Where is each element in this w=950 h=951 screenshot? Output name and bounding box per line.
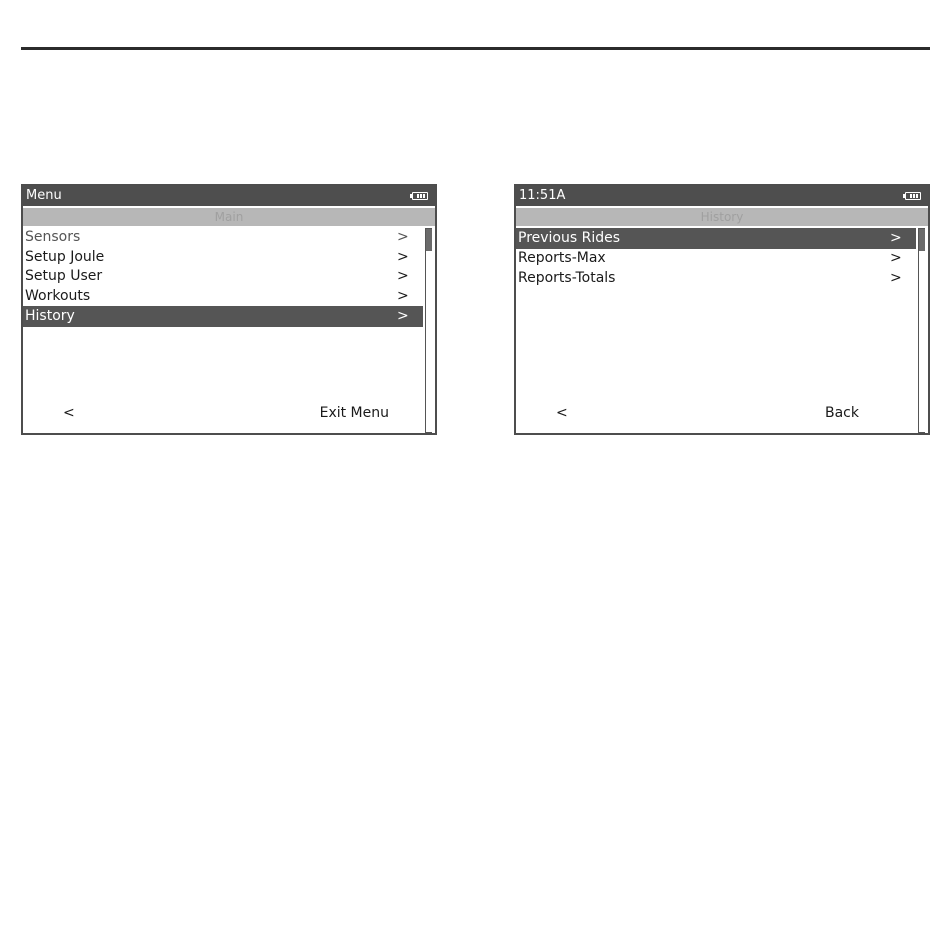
scrollbar[interactable] <box>425 228 432 433</box>
chevron-right-icon: > <box>397 308 409 324</box>
scrollbar[interactable] <box>918 228 925 433</box>
softkey-exit-menu[interactable]: Exit Menu <box>319 405 389 421</box>
title-bar <box>23 186 435 206</box>
scrollbar-thumb[interactable] <box>426 229 432 251</box>
clock-time: 11:51A <box>519 188 566 203</box>
chevron-right-icon: > <box>890 250 902 266</box>
device-screen-main-menu <box>21 184 437 435</box>
chevron-right-icon: > <box>397 248 409 265</box>
menu-item-label: Setup Joule <box>25 248 105 265</box>
menu-item-setup-user[interactable] <box>23 267 423 287</box>
scrollbar-thumb[interactable] <box>919 229 925 251</box>
menu-item-reports-totals[interactable] <box>516 269 916 289</box>
battery-icon <box>905 192 921 200</box>
softkey-back[interactable]: Back <box>825 405 859 421</box>
menu-item-label: Workouts <box>25 287 91 304</box>
menu-item-label: History <box>25 308 75 324</box>
chevron-right-icon: > <box>890 269 902 286</box>
softkey-back-arrow[interactable]: < <box>63 405 75 421</box>
menu-item-reports-max[interactable] <box>516 249 916 269</box>
menu-item-workouts[interactable] <box>23 287 423 307</box>
device-screen-history <box>514 184 930 435</box>
chevron-right-icon: > <box>890 230 902 246</box>
menu-item-history[interactable] <box>23 306 423 327</box>
chevron-right-icon: > <box>397 268 409 284</box>
menu-item-label: Previous Rides <box>518 230 621 246</box>
menu-subtitle: Main <box>23 208 435 226</box>
battery-icon <box>412 192 428 200</box>
menu-subtitle: History <box>516 208 928 226</box>
menu-item-label: Reports-Totals <box>518 269 616 286</box>
title-bar <box>516 186 928 206</box>
menu-item-previous-rides[interactable] <box>516 228 916 249</box>
menu-item-label: Reports-Max <box>518 250 606 266</box>
menu-item-label: Setup User <box>25 268 103 284</box>
menu-item-sensors[interactable] <box>23 228 423 248</box>
chevron-right-icon: > <box>397 229 409 245</box>
menu-list <box>516 228 916 288</box>
menu-item-setup-joule[interactable] <box>23 248 423 268</box>
menu-item-label: Sensors <box>25 229 81 245</box>
screen-title: Menu <box>26 188 62 203</box>
chevron-right-icon: > <box>397 287 409 304</box>
softkey-back-arrow[interactable]: < <box>556 405 568 421</box>
top-divider <box>21 47 930 50</box>
menu-list <box>23 228 423 327</box>
